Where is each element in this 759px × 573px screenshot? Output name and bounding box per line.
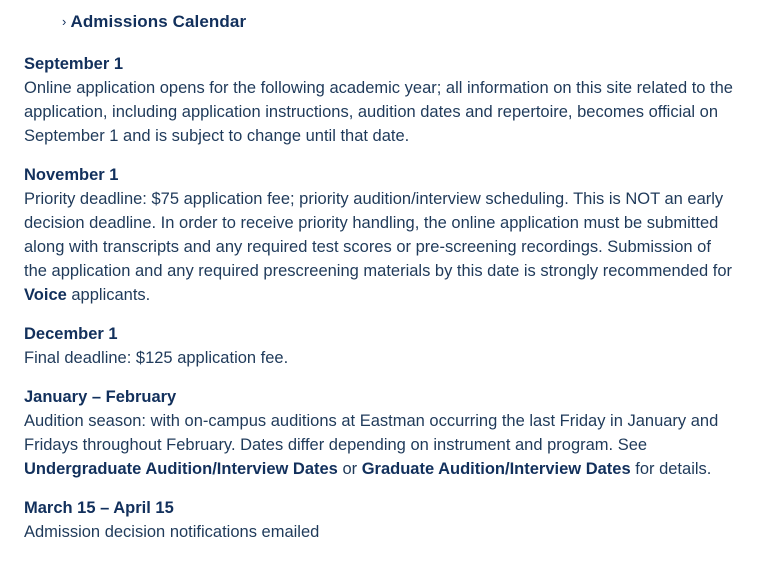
undergraduate-audition-dates-link[interactable]: Undergraduate Audition/Interview Dates [24,460,338,478]
voice-link[interactable]: Voice [24,286,67,304]
entry-date: December 1 [24,325,118,343]
breadcrumb-label[interactable]: Admissions Calendar [70,12,247,31]
entry-description: Online application opens for the following academic year; all information on this site related to the application, including application instructions, audition dates and repertoire, becomes official on September 1 and is subject to change until that date. [24,79,733,145]
entry-date: March 15 – April 15 [24,499,174,517]
admissions-calendar-list [24,52,736,559]
breadcrumb[interactable] [62,12,246,32]
entry-text: for details. [630,460,712,478]
entry-description [24,409,736,481]
calendar-entry-january-february [24,385,736,481]
entry-date: January – February [24,388,177,406]
calendar-entry-november [24,163,736,307]
chevron-right-icon: › [62,14,67,29]
entry-description: Final deadline: $125 application fee. [24,349,289,367]
entry-text: Priority deadline: $75 application fee; priority audition/interview scheduling. This is NOT an early decision deadline. In order to receive priority handling, the online application must be submitted along with transcripts and any required test scores or pre-screening recordings. Submission of the application and any required prescreening materials by this date is strongly recommended for [24,190,733,280]
entry-date: November 1 [24,166,119,184]
entry-description [24,187,736,307]
calendar-entry-december [24,322,736,370]
entry-description: Admission decision notifications emailed [24,523,320,541]
entry-text: Audition season: with on-campus auditions at Eastman occurring the last Friday in January and Fridays throughout February. Dates differ depending on instrument and program. See [24,412,719,454]
graduate-audition-dates-link[interactable]: Graduate Audition/Interview Dates [361,460,631,478]
entry-text: or [337,460,362,478]
calendar-entry-september [24,52,736,148]
entry-text: applicants. [66,286,151,304]
entry-date: September 1 [24,55,124,73]
calendar-entry-march-april [24,496,736,544]
